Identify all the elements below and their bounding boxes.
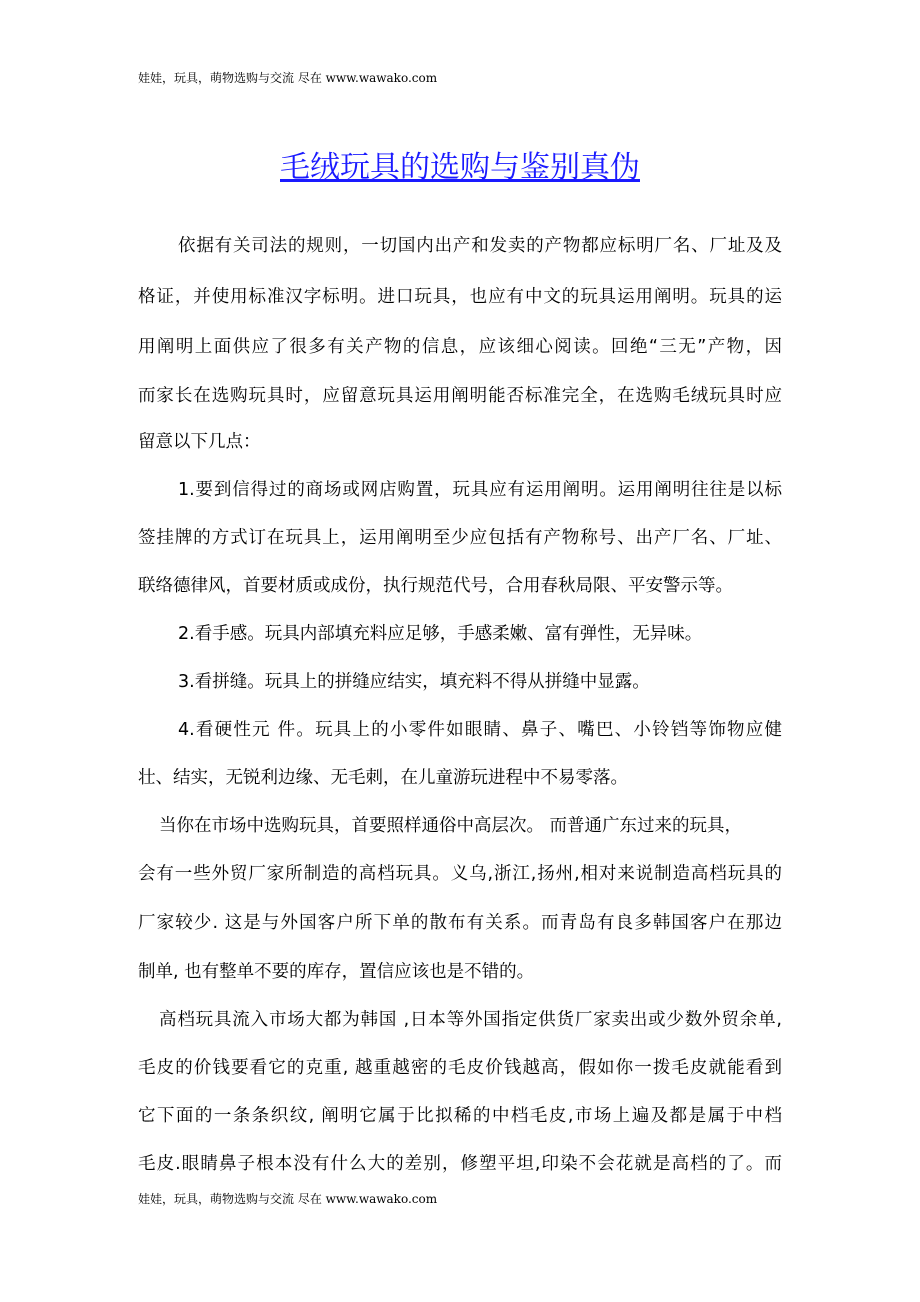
paragraph-line: 制单, 也有整单不要的库存，置信应该也是不错的。 (138, 962, 535, 982)
paragraph-line: 4.看硬性元 件。玩具上的小零件如眼睛、鼻子、嘴巴、小铃铛等饰物应健 (178, 720, 782, 740)
paragraph-line: 壮、结实，无锐利边缘、无毛刺，在儿童游玩进程中不易零落。 (138, 768, 628, 788)
paragraph-line: 格证，并使用标准汉字标明。进口玩具，也应有中文的玩具运用阐明。玩具的运 (138, 287, 782, 307)
paragraph-line: 毛皮的价钱要看它的克重, 越重越密的毛皮价钱越高，假如你一拨毛皮就能看到 (138, 1058, 782, 1078)
page-header: 娃娃，玩具，萌物选购与交流 尽在 www.wawako.com (138, 71, 438, 85)
document-title[interactable]: 毛绒玩具的选购与鉴别真伪 (280, 150, 640, 185)
paragraph-line: 会有一些外贸厂家所制造的高档玩具。义乌,浙江,扬州,相对来说制造高档玩具的 (138, 864, 782, 884)
paragraph-line: 签挂牌的方式订在玩具上，运用阐明至少应包括有产物称号、出产厂名、厂址、 (138, 528, 782, 548)
paragraph-line: 高档玩具流入市场大都为韩国 ,日本等外国指定供货厂家卖出或少数外贸余单, (159, 1010, 782, 1030)
paragraph-line: 留意以下几点： (138, 432, 261, 452)
paragraph-line: 1.要到信得过的商场或网店购置，玩具应有运用阐明。运用阐明往往是以标 (178, 480, 782, 500)
paragraph-line: 2.看手感。玩具内部填充料应足够，手感柔嫩、富有弹性，无异味。 (178, 624, 703, 644)
page-footer: 娃娃，玩具，萌物选购与交流 尽在 www.wawako.com (138, 1192, 438, 1206)
paragraph-line: 毛皮.眼睛鼻子根本没有什么大的差别，修塑平坦,印染不会花就是高档的了。而 (138, 1154, 782, 1174)
paragraph-line: 厂家较少. 这是与外国客户所下单的散布有关系。而青岛有良多韩国客户在那边 (138, 913, 782, 933)
paragraph-line: 依据有关司法的规则，一切国内出产和发卖的产物都应标明厂名、厂址及及 (178, 236, 782, 256)
paragraph-line: 当你在市场中选购玩具，首要照样通俗中高层次。 而普通广东过来的玩具， (159, 816, 743, 836)
paragraph-line: 而家长在选购玩具时，应留意玩具运用阐明能否标准完全，在选购毛绒玩具时应 (138, 386, 782, 406)
paragraph-line: 3.看拼缝。玩具上的拼缝应结实，填充料不得从拼缝中显露。 (178, 672, 650, 692)
paragraph-line: 联络德律风，首要材质或成份，执行规范代号，合用春秋局限、平安警示等。 (138, 576, 733, 596)
paragraph-line: 用阐明上面供应了很多有关产物的信息，应该细心阅读。回绝“三无”产物，因 (138, 337, 782, 357)
paragraph-line: 它下面的一条条织纹, 阐明它属于比拟稀的中档毛皮,市场上遍及都是属于中档 (138, 1106, 782, 1126)
